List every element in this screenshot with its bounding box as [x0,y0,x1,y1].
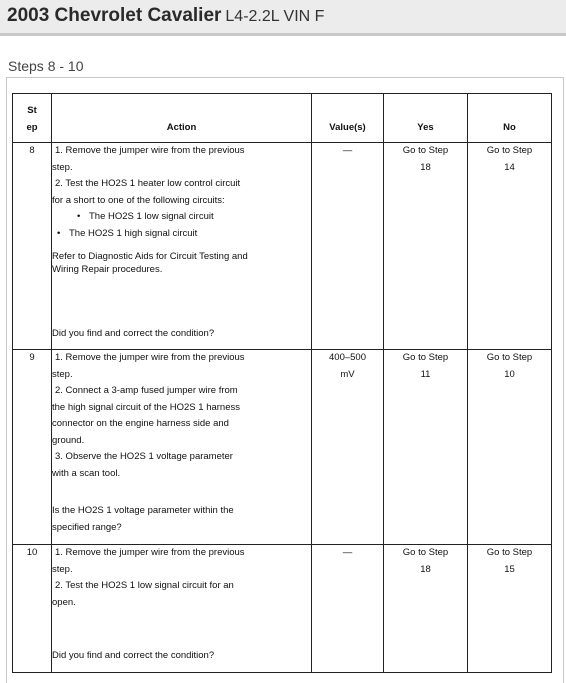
header-action: Action [52,94,312,143]
step-number: 8 [13,143,52,350]
bullet-item [52,226,311,243]
yes-label: Go to Step [402,547,449,558]
bullet-dot-icon: • [77,211,81,222]
yes-cell [384,143,468,350]
yes-step: 18 [420,161,431,173]
page-header [0,0,566,36]
header-values: Value(s) [312,94,384,143]
action-question: Is the HO2S 1 voltage parameter within the [52,505,234,516]
value-unit: mV [340,368,355,380]
action-line: 1. Remove the jumper wire from the previous [55,352,245,363]
note-line: Wiring Repair procedures. [52,264,163,275]
header-step-label: St ep [26,105,38,133]
bullet-dot-icon: • [57,227,61,239]
yes-cell [384,545,468,673]
table-header-row [13,94,552,143]
table-row [13,350,552,545]
engine-label: L4-2.2L VIN F [225,8,325,25]
action-cell [52,350,312,545]
header-step [13,94,52,143]
action-line: open. [52,596,76,608]
diagnostic-table [12,93,552,673]
action-instructions [52,350,311,482]
action-line: step. [52,368,73,380]
no-step: 14 [504,161,515,173]
action-line: 2. Test the HO2S 1 heater low control circuit [55,178,241,189]
yes-step: 18 [420,563,431,575]
action-line: 1. Remove the jumper wire from the previous [55,547,245,558]
action-line: 1. Remove the jumper wire from the previous [55,145,245,156]
value-range: 400–500 [329,352,366,363]
value-cell: — [312,143,384,350]
yes-label: Go to Step [402,352,449,363]
no-label: Go to Step [486,547,533,558]
no-label: Go to Step [486,145,533,156]
action-question: Did you find and correct the condition? [52,327,215,339]
table-row [13,545,552,673]
bullet-text: The HO2S 1 low signal circuit [89,211,214,222]
vehicle-title [7,5,324,27]
action-line: 2. Test the HO2S 1 low signal circuit for an [55,580,234,591]
yes-cell [384,350,468,545]
section-title: Steps 8 - 10 [8,58,84,74]
note-line: Refer to Diagnostic Aids for Circuit Testing and [52,251,248,262]
no-cell [468,545,552,673]
action-question: Did you find and correct the condition? [52,649,215,661]
action-line: step. [52,563,73,575]
no-cell [468,143,552,350]
no-cell [468,350,552,545]
vehicle-name: 2003 Chevrolet Cavalier [7,5,222,26]
value-cell [312,350,384,545]
action-line: for a short to one of the following circuits: [52,194,225,206]
action-line: ground. [52,434,85,446]
bullet-item [52,209,311,226]
no-step: 10 [504,368,515,380]
action-cell [52,545,312,673]
yes-label: Go to Step [402,145,449,156]
action-question: specified range? [52,521,122,533]
yes-step: 11 [420,368,431,380]
action-instructions [52,143,311,276]
value-cell: — [312,545,384,673]
action-instructions [52,545,311,611]
step-number: 10 [13,545,52,673]
step-number: 9 [13,350,52,545]
action-line: step. [52,161,73,173]
bullet-text: The HO2S 1 high signal circuit [69,227,198,239]
table-row [13,143,552,350]
action-line: 3. Observe the HO2S 1 voltage parameter [55,451,233,462]
action-line: 2. Connect a 3-amp fused jumper wire from [55,385,238,396]
header-yes: Yes [384,94,468,143]
no-step: 15 [504,563,515,575]
action-cell [52,143,312,350]
action-question-block [52,503,311,536]
no-label: Go to Step [486,352,533,363]
header-no: No [468,94,552,143]
action-line: with a scan tool. [52,467,121,479]
action-line: connector on the engine harness side and [52,418,229,429]
action-line: the high signal circuit of the HO2S 1 harness [52,401,240,413]
